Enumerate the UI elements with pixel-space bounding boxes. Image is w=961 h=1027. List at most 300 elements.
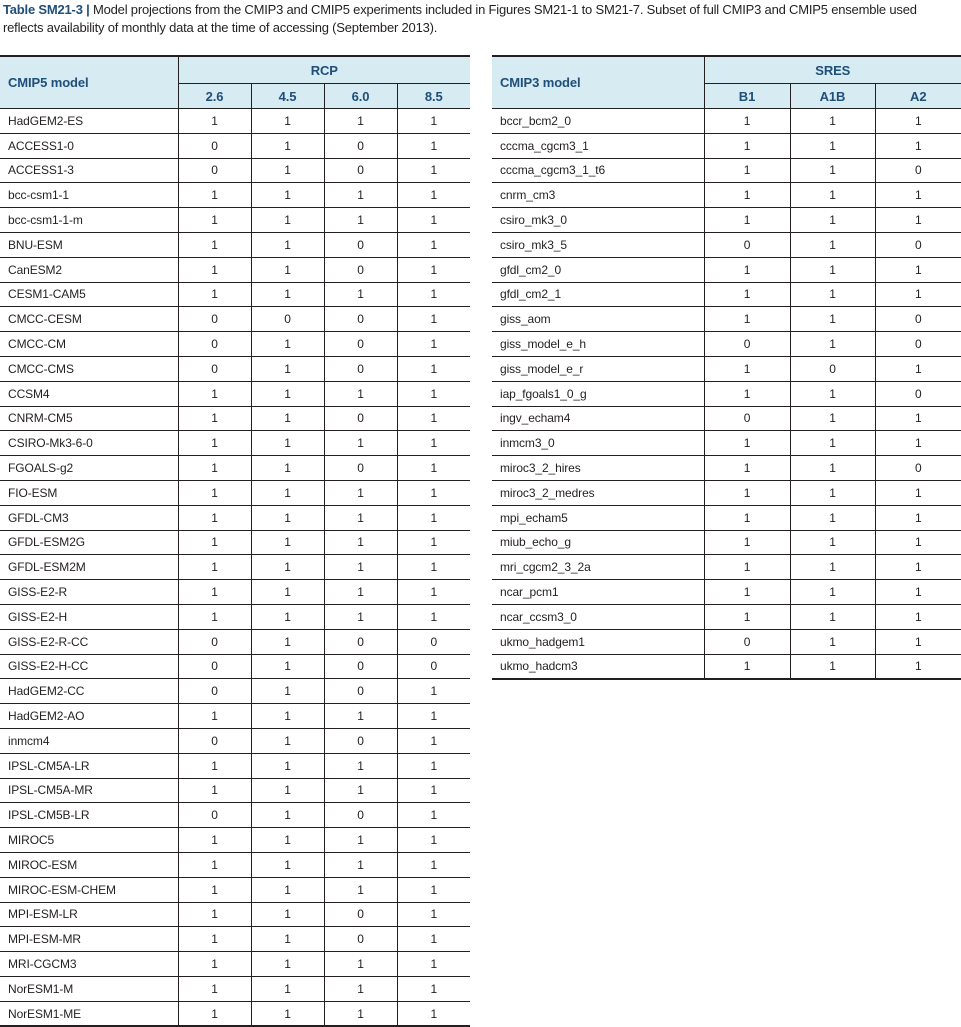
- availability-cell: 1: [875, 654, 961, 679]
- availability-cell: 0: [875, 381, 961, 406]
- model-name-cell: MPI-ESM-LR: [0, 902, 178, 927]
- availability-cell: 1: [790, 406, 875, 431]
- availability-cell: 1: [324, 1001, 397, 1026]
- availability-cell: 1: [875, 282, 961, 307]
- availability-cell: 1: [704, 282, 790, 307]
- availability-cell: 1: [790, 654, 875, 679]
- availability-cell: 1: [397, 828, 470, 853]
- model-name-cell: inmcm4: [0, 728, 178, 753]
- availability-cell: 1: [251, 406, 324, 431]
- availability-cell: 1: [251, 877, 324, 902]
- availability-cell: 1: [875, 505, 961, 530]
- availability-cell: 1: [790, 282, 875, 307]
- availability-cell: 1: [704, 307, 790, 332]
- availability-cell: 1: [251, 133, 324, 158]
- availability-cell: 1: [251, 803, 324, 828]
- model-name-cell: ncar_ccsm3_0: [492, 604, 704, 629]
- availability-cell: 1: [178, 852, 251, 877]
- availability-cell: 0: [324, 257, 397, 282]
- availability-cell: 0: [397, 654, 470, 679]
- table-row: [492, 356, 961, 381]
- table-row: [0, 381, 470, 406]
- availability-cell: 1: [397, 183, 470, 208]
- model-name-cell: cccma_cgcm3_1: [492, 133, 704, 158]
- availability-cell: 1: [704, 208, 790, 233]
- model-name-cell: CMCC-CM: [0, 332, 178, 357]
- cmip5-table: [0, 55, 470, 1027]
- availability-cell: 0: [178, 356, 251, 381]
- availability-cell: 1: [875, 406, 961, 431]
- table-row: [0, 456, 470, 481]
- availability-cell: 1: [704, 133, 790, 158]
- availability-cell: 1: [324, 183, 397, 208]
- availability-cell: 0: [178, 158, 251, 183]
- availability-cell: 0: [324, 629, 397, 654]
- availability-cell: 1: [397, 902, 470, 927]
- table-row: [0, 406, 470, 431]
- availability-cell: 1: [251, 332, 324, 357]
- availability-cell: 1: [324, 208, 397, 233]
- availability-cell: 1: [397, 604, 470, 629]
- model-name-cell: MIROC-ESM: [0, 852, 178, 877]
- availability-cell: 0: [875, 456, 961, 481]
- availability-cell: 1: [178, 505, 251, 530]
- availability-cell: 1: [790, 629, 875, 654]
- availability-cell: 1: [790, 332, 875, 357]
- availability-cell: 0: [790, 356, 875, 381]
- availability-cell: 1: [251, 704, 324, 729]
- cmip3-table: [492, 55, 961, 680]
- table-row: [492, 158, 961, 183]
- model-name-cell: cccma_cgcm3_1_t6: [492, 158, 704, 183]
- availability-cell: 1: [324, 952, 397, 977]
- availability-cell: 1: [397, 877, 470, 902]
- model-name-cell: iap_fgoals1_0_g: [492, 381, 704, 406]
- table-row: [0, 654, 470, 679]
- availability-cell: 0: [178, 307, 251, 332]
- availability-cell: 1: [875, 530, 961, 555]
- table-row: [492, 530, 961, 555]
- availability-cell: 1: [324, 877, 397, 902]
- model-name-cell: mri_cgcm2_3_2a: [492, 555, 704, 580]
- model-name-cell: ingv_echam4: [492, 406, 704, 431]
- availability-cell: 1: [397, 431, 470, 456]
- availability-cell: 1: [251, 952, 324, 977]
- availability-cell: 1: [397, 803, 470, 828]
- model-name-cell: GFDL-CM3: [0, 505, 178, 530]
- availability-cell: 0: [324, 232, 397, 257]
- availability-cell: 0: [397, 629, 470, 654]
- availability-cell: 1: [397, 332, 470, 357]
- availability-cell: 1: [251, 852, 324, 877]
- availability-cell: 1: [397, 282, 470, 307]
- table-row: [0, 109, 470, 134]
- rcp-column-header: 2.6: [178, 84, 251, 109]
- availability-cell: 1: [178, 927, 251, 952]
- availability-cell: 1: [178, 109, 251, 134]
- table-row: [492, 555, 961, 580]
- availability-cell: 1: [178, 1001, 251, 1026]
- model-name-cell: HadGEM2-ES: [0, 109, 178, 134]
- availability-cell: 0: [875, 232, 961, 257]
- rcp-column-header: 6.0: [324, 84, 397, 109]
- table-row: [0, 728, 470, 753]
- availability-cell: 1: [251, 257, 324, 282]
- model-name-cell: CanESM2: [0, 257, 178, 282]
- availability-cell: 0: [324, 133, 397, 158]
- availability-cell: 1: [790, 133, 875, 158]
- caption-text: Model projections from the CMIP3 and CMIP5 experiments included in Figures SM21-1 to SM21-7. Subset of full CMIP3 and CMIP5 ensemble used reflects availability of monthly data at the time of accessing (September 2013).: [3, 2, 917, 35]
- availability-cell: 1: [875, 257, 961, 282]
- model-name-cell: CMCC-CMS: [0, 356, 178, 381]
- table-row: [492, 406, 961, 431]
- availability-cell: 1: [324, 282, 397, 307]
- availability-cell: 1: [397, 1001, 470, 1026]
- table-row: [492, 183, 961, 208]
- availability-cell: 0: [178, 728, 251, 753]
- model-name-cell: CESM1-CAM5: [0, 282, 178, 307]
- table-row: [492, 456, 961, 481]
- table-row: [0, 828, 470, 853]
- model-name-cell: CNRM-CM5: [0, 406, 178, 431]
- availability-cell: 1: [704, 530, 790, 555]
- availability-cell: 1: [790, 158, 875, 183]
- availability-cell: 1: [397, 208, 470, 233]
- availability-cell: 1: [178, 530, 251, 555]
- availability-cell: 1: [178, 406, 251, 431]
- availability-cell: 1: [324, 505, 397, 530]
- model-name-cell: bcc-csm1-1-m: [0, 208, 178, 233]
- availability-cell: 1: [251, 728, 324, 753]
- availability-cell: 1: [704, 604, 790, 629]
- availability-cell: 1: [251, 456, 324, 481]
- availability-cell: 1: [704, 480, 790, 505]
- availability-cell: 1: [790, 555, 875, 580]
- table-row: [492, 480, 961, 505]
- availability-cell: 0: [324, 654, 397, 679]
- table-row: [492, 232, 961, 257]
- availability-cell: 0: [178, 133, 251, 158]
- availability-cell: 0: [324, 307, 397, 332]
- model-name-cell: MRI-CGCM3: [0, 952, 178, 977]
- availability-cell: 1: [324, 480, 397, 505]
- availability-cell: 0: [324, 803, 397, 828]
- table-row: [0, 927, 470, 952]
- model-name-cell: MPI-ESM-MR: [0, 927, 178, 952]
- availability-cell: 1: [397, 456, 470, 481]
- table-row: [492, 580, 961, 605]
- availability-cell: 1: [251, 679, 324, 704]
- table-row: [492, 431, 961, 456]
- availability-cell: 1: [324, 976, 397, 1001]
- availability-cell: 0: [324, 332, 397, 357]
- availability-cell: 1: [397, 778, 470, 803]
- availability-cell: 1: [324, 828, 397, 853]
- table-row: [0, 530, 470, 555]
- availability-cell: 0: [324, 902, 397, 927]
- availability-cell: 0: [324, 679, 397, 704]
- table-row: [0, 778, 470, 803]
- model-name-cell: miroc3_2_hires: [492, 456, 704, 481]
- availability-cell: 1: [397, 976, 470, 1001]
- availability-cell: 0: [178, 654, 251, 679]
- availability-cell: 1: [397, 158, 470, 183]
- model-name-cell: GISS-E2-H: [0, 604, 178, 629]
- availability-cell: 1: [251, 183, 324, 208]
- cmip5-model-header: CMIP5 model: [0, 56, 178, 109]
- availability-cell: 1: [178, 232, 251, 257]
- sres-column-header: A2: [875, 84, 961, 109]
- availability-cell: 1: [251, 927, 324, 952]
- availability-cell: 1: [251, 629, 324, 654]
- availability-cell: 1: [324, 530, 397, 555]
- table-row: [0, 257, 470, 282]
- availability-cell: 1: [397, 505, 470, 530]
- table-caption: [3, 1, 958, 37]
- availability-cell: 1: [790, 604, 875, 629]
- table-row: [0, 480, 470, 505]
- table-row: [492, 381, 961, 406]
- availability-cell: 1: [251, 778, 324, 803]
- table-row: [492, 133, 961, 158]
- table-label: Table SM21-3 |: [3, 2, 90, 17]
- table-row: [0, 952, 470, 977]
- availability-cell: 1: [178, 208, 251, 233]
- model-name-cell: ukmo_hadgem1: [492, 629, 704, 654]
- availability-cell: 1: [790, 232, 875, 257]
- availability-cell: 0: [178, 803, 251, 828]
- availability-cell: 1: [324, 555, 397, 580]
- availability-cell: 1: [251, 109, 324, 134]
- model-name-cell: GISS-E2-H-CC: [0, 654, 178, 679]
- availability-cell: 1: [875, 133, 961, 158]
- sres-group-header: SRES: [704, 56, 961, 84]
- model-name-cell: CCSM4: [0, 381, 178, 406]
- rcp-group-header: RCP: [178, 56, 470, 84]
- availability-cell: 1: [397, 728, 470, 753]
- availability-cell: 1: [704, 257, 790, 282]
- cmip3-model-header: CMIP3 model: [492, 56, 704, 109]
- table-row: [492, 505, 961, 530]
- availability-cell: 1: [790, 505, 875, 530]
- availability-cell: 1: [790, 381, 875, 406]
- table-row: [0, 704, 470, 729]
- availability-cell: 0: [875, 307, 961, 332]
- table-row: [0, 629, 470, 654]
- table-row: [492, 604, 961, 629]
- model-name-cell: HadGEM2-CC: [0, 679, 178, 704]
- table-row: [492, 307, 961, 332]
- availability-cell: 1: [397, 852, 470, 877]
- availability-cell: 1: [178, 753, 251, 778]
- model-name-cell: csiro_mk3_5: [492, 232, 704, 257]
- sres-column-header: B1: [704, 84, 790, 109]
- availability-cell: 0: [324, 158, 397, 183]
- model-name-cell: gfdl_cm2_1: [492, 282, 704, 307]
- model-name-cell: GFDL-ESM2M: [0, 555, 178, 580]
- availability-cell: 1: [251, 381, 324, 406]
- availability-cell: 1: [251, 654, 324, 679]
- availability-cell: 1: [178, 976, 251, 1001]
- availability-cell: 1: [251, 505, 324, 530]
- availability-cell: 1: [251, 208, 324, 233]
- availability-cell: 0: [875, 332, 961, 357]
- rcp-column-header: 4.5: [251, 84, 324, 109]
- table-row: [0, 877, 470, 902]
- availability-cell: 1: [704, 158, 790, 183]
- availability-cell: 1: [397, 307, 470, 332]
- availability-cell: 0: [324, 406, 397, 431]
- availability-cell: 1: [790, 456, 875, 481]
- availability-cell: 0: [178, 679, 251, 704]
- model-name-cell: NorESM1-ME: [0, 1001, 178, 1026]
- availability-cell: 1: [875, 356, 961, 381]
- model-name-cell: giss_model_e_h: [492, 332, 704, 357]
- availability-cell: 1: [790, 307, 875, 332]
- model-name-cell: NorESM1-M: [0, 976, 178, 1001]
- model-name-cell: GISS-E2-R: [0, 580, 178, 605]
- availability-cell: 1: [790, 208, 875, 233]
- availability-cell: 0: [178, 629, 251, 654]
- model-name-cell: giss_model_e_r: [492, 356, 704, 381]
- availability-cell: 1: [178, 580, 251, 605]
- availability-cell: 1: [178, 828, 251, 853]
- availability-cell: 1: [790, 109, 875, 134]
- availability-cell: 1: [178, 431, 251, 456]
- table-row: [0, 232, 470, 257]
- availability-cell: 1: [875, 580, 961, 605]
- model-name-cell: MIROC-ESM-CHEM: [0, 877, 178, 902]
- rcp-column-header: 8.5: [397, 84, 470, 109]
- availability-cell: 0: [324, 728, 397, 753]
- table-row: [0, 158, 470, 183]
- table-row: [0, 803, 470, 828]
- model-name-cell: miroc3_2_medres: [492, 480, 704, 505]
- availability-cell: 1: [251, 902, 324, 927]
- availability-cell: 0: [704, 232, 790, 257]
- availability-cell: 1: [251, 431, 324, 456]
- availability-cell: 1: [178, 604, 251, 629]
- availability-cell: 1: [397, 927, 470, 952]
- availability-cell: 1: [324, 109, 397, 134]
- availability-cell: 1: [178, 282, 251, 307]
- availability-cell: 1: [251, 828, 324, 853]
- availability-cell: 1: [397, 580, 470, 605]
- model-name-cell: bccr_bcm2_0: [492, 109, 704, 134]
- table-row: [0, 431, 470, 456]
- availability-cell: 1: [397, 257, 470, 282]
- model-name-cell: ACCESS1-3: [0, 158, 178, 183]
- availability-cell: 1: [178, 952, 251, 977]
- availability-cell: 1: [397, 555, 470, 580]
- availability-cell: 1: [324, 604, 397, 629]
- table-row: [0, 902, 470, 927]
- sres-column-header: A1B: [790, 84, 875, 109]
- availability-cell: 1: [251, 158, 324, 183]
- table-row: [0, 356, 470, 381]
- availability-cell: 1: [875, 604, 961, 629]
- availability-cell: 0: [875, 158, 961, 183]
- availability-cell: 1: [178, 555, 251, 580]
- table-row: [0, 183, 470, 208]
- availability-cell: 1: [178, 456, 251, 481]
- availability-cell: 0: [704, 406, 790, 431]
- availability-cell: 1: [324, 381, 397, 406]
- availability-cell: 1: [790, 480, 875, 505]
- availability-cell: 1: [178, 704, 251, 729]
- model-name-cell: miub_echo_g: [492, 530, 704, 555]
- availability-cell: 1: [324, 852, 397, 877]
- table-row: [492, 208, 961, 233]
- table-row: [492, 629, 961, 654]
- availability-cell: 1: [790, 580, 875, 605]
- availability-cell: 1: [251, 604, 324, 629]
- model-name-cell: GISS-E2-R-CC: [0, 629, 178, 654]
- model-name-cell: csiro_mk3_0: [492, 208, 704, 233]
- availability-cell: 1: [251, 1001, 324, 1026]
- table-row: [492, 109, 961, 134]
- table-row: [0, 307, 470, 332]
- model-name-cell: CMCC-CESM: [0, 307, 178, 332]
- model-name-cell: mpi_echam5: [492, 505, 704, 530]
- availability-cell: 1: [875, 555, 961, 580]
- model-name-cell: HadGEM2-AO: [0, 704, 178, 729]
- table-row: [0, 852, 470, 877]
- availability-cell: 0: [324, 456, 397, 481]
- availability-cell: 1: [704, 109, 790, 134]
- table-row: [0, 555, 470, 580]
- model-name-cell: GFDL-ESM2G: [0, 530, 178, 555]
- availability-cell: 1: [790, 431, 875, 456]
- model-name-cell: BNU-ESM: [0, 232, 178, 257]
- table-row: [492, 257, 961, 282]
- availability-cell: 1: [790, 257, 875, 282]
- model-name-cell: giss_aom: [492, 307, 704, 332]
- availability-cell: 1: [397, 381, 470, 406]
- availability-cell: 1: [397, 406, 470, 431]
- table-row: [0, 332, 470, 357]
- availability-cell: 1: [324, 704, 397, 729]
- model-name-cell: IPSL-CM5A-LR: [0, 753, 178, 778]
- availability-cell: 1: [704, 580, 790, 605]
- availability-cell: 1: [178, 778, 251, 803]
- model-name-cell: inmcm3_0: [492, 431, 704, 456]
- table-row: [0, 753, 470, 778]
- table-row: [0, 133, 470, 158]
- availability-cell: 1: [251, 530, 324, 555]
- availability-cell: 1: [397, 679, 470, 704]
- availability-cell: 1: [397, 704, 470, 729]
- model-name-cell: MIROC5: [0, 828, 178, 853]
- table-row: [0, 679, 470, 704]
- availability-cell: 1: [875, 629, 961, 654]
- model-name-cell: gfdl_cm2_0: [492, 257, 704, 282]
- availability-cell: 1: [178, 480, 251, 505]
- table-row: [492, 332, 961, 357]
- availability-cell: 1: [251, 356, 324, 381]
- model-name-cell: ACCESS1-0: [0, 133, 178, 158]
- availability-cell: 1: [324, 753, 397, 778]
- availability-cell: 0: [704, 332, 790, 357]
- availability-cell: 1: [875, 109, 961, 134]
- availability-cell: 1: [790, 530, 875, 555]
- availability-cell: 1: [178, 902, 251, 927]
- model-name-cell: FGOALS-g2: [0, 456, 178, 481]
- availability-cell: 1: [704, 356, 790, 381]
- availability-cell: 1: [251, 480, 324, 505]
- availability-cell: 1: [251, 976, 324, 1001]
- availability-cell: 1: [704, 431, 790, 456]
